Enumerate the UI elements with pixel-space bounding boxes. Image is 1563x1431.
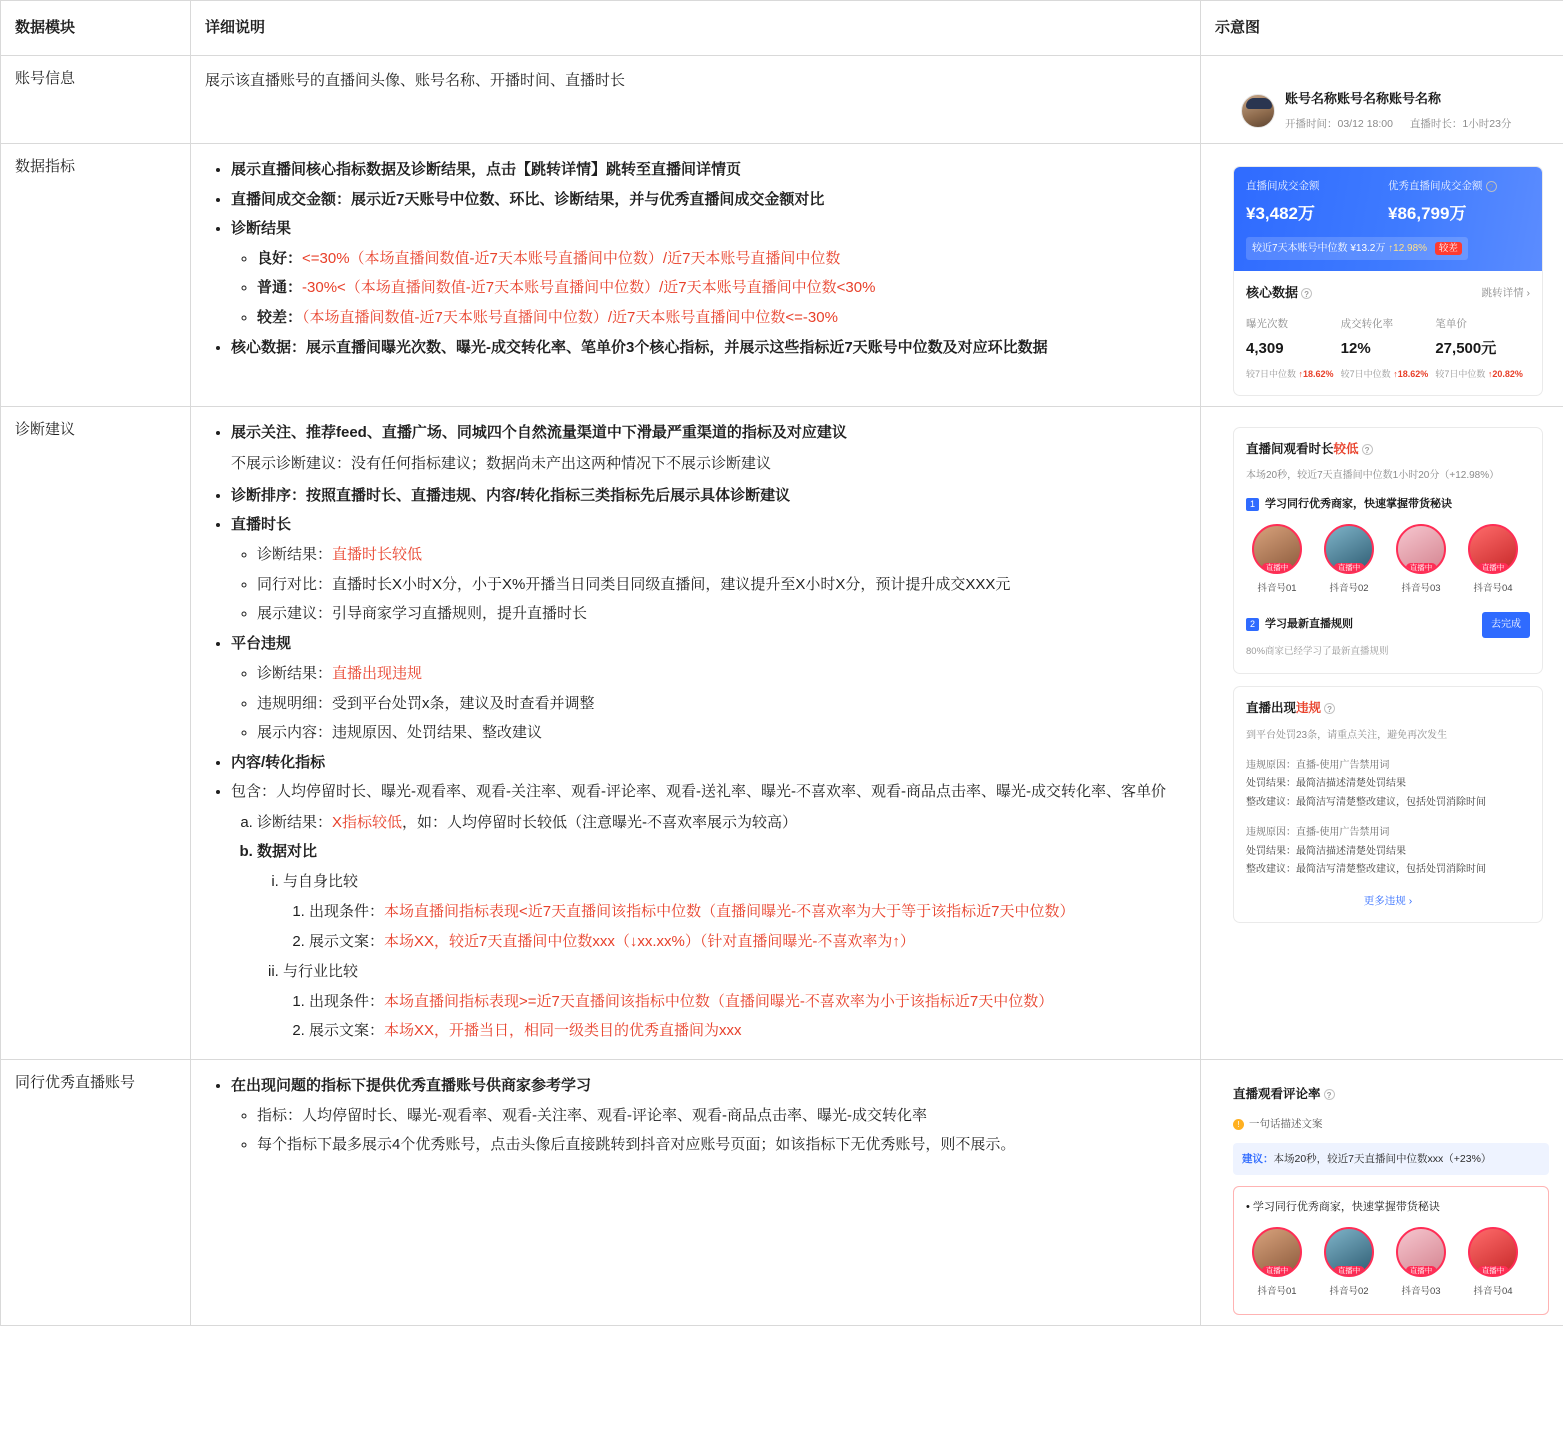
metric-delta: 较7日中位数 ↑18.62% [1340,368,1429,379]
list-item: ◦ 指标：人均停留时长、曝光-观看率、观看-关注率、观看-评论率、观看-商品点击率、曝光-成交转化率 [257,1103,1186,1129]
condition-value: 本场直播间指标表现<近7天直播间该指标中位数（直播间曝光-不喜欢率为大于等于该指标近7天中位数） [384,903,1075,921]
list-item [257,275,1186,301]
list-item[interactable] [1390,524,1452,598]
excellent-value: ¥86,799万 [1388,203,1467,223]
copy-value: 本场XX，开播当日，相同一级类目的优秀直播间为xxx [384,1022,742,1040]
condition-label: 出现条件： [309,903,385,921]
account-label: 抖音号01 [1257,1286,1297,1298]
list-item [309,989,1186,1015]
core-metric-cell [1341,315,1436,382]
avatar[interactable] [1468,1227,1518,1277]
live-badge: 直播中 [1334,1266,1365,1276]
violation-card [1233,686,1543,923]
list-item: i. 与自身比较 [283,869,1186,895]
list-item[interactable] [1318,524,1380,598]
copy-label: 展示文案： [309,932,385,950]
live-badge: 直播中 [1262,1266,1293,1276]
list-item: ◦ 每个指标下最多展示4个优秀账号，点击头像后直接跳转到抖音对应账号页面；如该指标下无优秀账号，则不展示。 [257,1132,1186,1158]
module-name-diagnosis: 诊断建议 [1,407,191,1059]
violation-item [1246,757,1530,813]
condition-label: 出现条件： [309,993,385,1010]
table-header-row [1,1,1563,56]
list-item: ◦ 展示内容：违规原因、处罚结果、整改建议 [257,720,1186,746]
advice-2-sub: 80%商家已经学习了最新直播规则 [1246,645,1389,657]
more-violations-link[interactable]: 更多违规 › [1363,894,1413,907]
normal-text: -30%<（本场直播间数值-近7天本账号直播间中位数）/近7天本账号直播间中位数<30% [302,279,876,297]
table-row [1,144,1563,407]
good-text: <=30%（本场直播间数值-近7天本账号直播间中位数）/近7天本账号直播间中位数 [302,250,841,268]
step-badge-icon: 2 [1246,618,1259,631]
excellent-account-list [1246,1227,1536,1301]
excellent-account-list [1246,524,1530,598]
compare-delta: ↑12.98% [1388,242,1428,254]
avatar[interactable] [1252,1227,1302,1277]
bad-label: 较差： [257,308,303,326]
list-item [257,810,1186,836]
list-item[interactable] [1462,1227,1524,1301]
step-badge-icon: 1 [1246,498,1259,511]
list-item [257,542,1186,568]
diagnosis-card [1233,427,1543,674]
list-item: • 展示直播间核心指标数据及诊断结果，点击【跳转详情】跳转至直播间详情页 [231,157,1186,183]
list-item[interactable] [1246,524,1308,598]
violation-card-title: 直播出现违规 ? [1246,698,1530,720]
live-badge: 直播中 [1406,1266,1437,1276]
tip-label: 建议： [1242,1152,1274,1165]
violation-result: 处罚结果：最简洁描述清楚处罚结果 [1246,845,1406,857]
table-row [1,1059,1563,1326]
list-item[interactable] [1318,1227,1380,1301]
complete-button[interactable]: 去完成 [1482,612,1530,638]
metric-key: 曝光次数 [1246,317,1288,330]
account-label: 抖音号01 [1257,583,1297,595]
mock-peer-cell [1201,1059,1563,1326]
live-badge: 直播中 [1334,563,1365,573]
metric-value: 4,309 [1246,340,1284,358]
list-item [257,246,1186,272]
violation-reason: 违规原因：直播-使用广告禁用词 [1246,827,1390,838]
diagnosis-result-value: 直播出现违规 [332,665,423,683]
metric-value: 27,500元 [1435,340,1497,358]
account-name: 账号名称账号名称账号名称 [1285,91,1442,107]
advice-2-text: 学习最新直播规则 [1265,618,1353,631]
account-meta [1285,115,1525,133]
desc-text: 展示该直播账号的直播间头像、账号名称、开播时间、直播时长 [205,72,626,90]
core-metric-cell [1435,315,1530,382]
violation-reason: 违规原因：直播-使用广告禁用词 [1246,759,1390,771]
desc-peer-accounts [191,1059,1201,1326]
header-module: 数据模块 [1,1,191,56]
comment-note: ! 一句话描述文案 [1233,1115,1549,1133]
copy-value: 本场XX，较近7天直播间中位数xxx（↓xx.xx%）（针对直播间曝光-不喜欢率为↑） [384,932,915,950]
avatar[interactable] [1468,524,1518,574]
list-item-label: 直播间成交金额：展示近7天账号中位数、环比、诊断结果，并与优秀直播间成交金额对比 [231,190,825,208]
metric-key: 成交转化率 [1340,317,1394,330]
list-item: ◦ 违规明细：受到平台处罚x条，建议及时查看并调整 [257,691,1186,717]
jump-detail-link[interactable]: 跳转详情 › [1481,287,1530,300]
account-label: 抖音号03 [1401,1286,1441,1298]
diagnosis-result-value: 直播时长较低 [332,546,423,564]
result-label: 诊断结果： [257,813,333,831]
copy-label: 展示文案： [309,1022,385,1040]
bad-text: （本场直播间数值-近7天本账号直播间中位数）/近7天本账号直播间中位数<=-30% [302,308,838,326]
account-card [1241,88,1549,133]
live-badge: 直播中 [1406,563,1437,573]
gmv-block [1246,177,1388,228]
comment-rate-title: 直播观看评论率 ? [1233,1084,1549,1106]
box-title: • 学习同行优秀商家，快速掌握带货秘诀 [1246,1201,1440,1214]
avatar[interactable] [1396,524,1446,574]
table-row [1,407,1563,1059]
list-item-label: 核心数据：展示直播间曝光次数、曝光-成交转化率、笔单价3个核心指标，并展示这些指标近7天账号中位数及对应环比数据 [231,338,1048,356]
list-item [309,1018,1186,1044]
list-item [309,899,1186,925]
avatar[interactable] [1396,1227,1446,1277]
no-diagnosis-note: 不展示诊断建议：没有任何指标建议；数据尚未产出这两种情况下不展示诊断建议 [231,454,772,472]
core-data-title: 核心数据 ? [1246,282,1312,305]
list-item: • 内容/转化指标 [231,750,1186,776]
metric-delta: 较7日中位数 ↑20.82% [1435,368,1523,379]
diagnosis-result-label: 诊断结果： [257,665,333,683]
metric-delta: 较7日中位数 ↑18.62% [1246,368,1334,379]
module-name-account: 账号信息 [1,56,191,144]
list-item[interactable] [1390,1227,1452,1301]
violation-result: 处罚结果：最简洁描述清楚处罚结果 [1246,778,1406,789]
avatar [1241,94,1275,128]
list-item: • 诊断排序：按照直播时长、直播违规、内容/转化指标三类指标先后展示具体诊断建议 [231,483,1186,509]
list-item: • 平台违规 [231,631,1186,657]
list-item [309,929,1186,955]
desc-diagnosis [191,407,1201,1059]
list-item: ii. 与行业比较 [283,959,1186,985]
metric-value: 12% [1340,340,1371,358]
list-item: • 诊断结果 [231,216,1186,242]
mock-diagnosis-cell [1201,407,1563,1059]
list-item: ◦ 展示建议：引导商家学习直播规则，提升直播时长 [257,601,1186,627]
avatar[interactable] [1324,1227,1374,1277]
live-badge: 直播中 [1478,1266,1509,1276]
violation-sub: 到平台处罚23条，请重点关注，避免再次发生 [1246,730,1448,741]
avatar[interactable] [1252,524,1302,574]
list-item [231,187,1186,213]
account-label: 抖音号02 [1329,1286,1369,1298]
normal-label: 普通： [257,279,303,297]
list-item[interactable] [1462,524,1524,598]
gmv-value: ¥3,482万 [1246,203,1315,223]
good-label: 良好： [257,250,303,268]
violation-item [1246,824,1530,880]
excellent-block [1388,177,1530,228]
desc-account [191,56,1201,144]
help-icon[interactable]: ? [1362,444,1373,455]
header-description: 详细说明 [191,1,1201,56]
header-mockup: 示意图 [1201,1,1563,56]
compare-text: 较近7天本账号中位数 ¥13.2万 [1252,242,1386,254]
advice-1-text: 学习同行优秀商家，快速掌握带货秘诀 [1265,498,1452,511]
help-icon[interactable]: ? [1301,288,1312,299]
help-icon[interactable]: ? [1324,1089,1335,1100]
list-item: b. 数据对比 [257,839,1186,865]
list-item: • 在出现问题的指标下提供优秀直播账号供商家参考学习 [231,1073,1186,1099]
module-name-metrics: 数据指标 [1,144,191,407]
account-label: 抖音号04 [1473,583,1513,595]
warning-icon: ! [1233,1119,1244,1130]
help-icon[interactable]: ? [1324,703,1335,714]
comment-rate-card [1233,1084,1549,1316]
metric-key: 笔单价 [1435,317,1467,330]
list-item[interactable] [1246,1227,1308,1301]
desc-metrics [191,144,1201,407]
account-label: 抖音号04 [1473,1286,1513,1298]
list-item: ◦ 同行对比：直播时长X小时X分，小于X%开播当日同类目同级直播间，建议提升至X小时X分，预计提升成交XXX元 [257,572,1186,598]
result-rest: ，如：人均停留时长较低（注意曝光-不喜欢率展示为较高） [402,813,798,831]
list-item [257,305,1186,331]
status-badge: 较差 [1435,242,1462,255]
list-item: • 直播时长 [231,512,1186,538]
account-label: 抖音号03 [1401,583,1441,595]
start-time: 开播时间：03/12 18:00 [1285,118,1393,130]
account-label: 抖音号02 [1329,583,1369,595]
live-badge: 直播中 [1478,563,1509,573]
diagnosis-card-title: 直播间观看时长较低 ? [1246,439,1530,461]
tip-text: 本场20秒，较近7天直播间中位数xxx（+23%） [1273,1152,1492,1165]
core-metric-cell [1246,315,1341,382]
mock-account-cell [1201,56,1563,144]
module-name-peer-accounts: 同行优秀直播账号 [1,1059,191,1326]
result-value: X指标较低 [332,813,403,831]
condition-value: 本场直播间指标表现>=近7天直播间该指标中位数（直播间曝光-不喜欢率为小于该指标近7天中位数） [384,993,1054,1010]
list-item [231,335,1186,361]
excellent-label: 优秀直播间成交金额 ? [1388,177,1530,195]
mock-metrics-cell [1201,144,1563,407]
suggestion-tip [1233,1143,1549,1175]
excellent-accounts-box [1233,1186,1549,1315]
list-item [257,661,1186,687]
diagnosis-result-label: 诊断结果： [257,546,333,564]
metric-card-header [1234,167,1542,271]
diagnosis-card-desc: 本场20秒，较近7天直播间中位数1小时20分（+12.98%） [1246,470,1500,482]
violation-advice: 整改建议：最简洁写清楚整改建议，包括处罚消除时间 [1246,796,1486,808]
gmv-label: 直播间成交金额 [1246,180,1320,193]
list-item: • 包含：人均停留时长、曝光-观看率、观看-关注率、观看-评论率、观看-送礼率、曝光-不喜欢率、观看-商品点击率、曝光-成交转化率、客单价 [231,779,1186,805]
table-row [1,56,1563,144]
list-item: • 展示关注、推荐feed、直播广场、同城四个自然流量渠道中下滑最严重渠道的指标及对应建议 [231,420,1186,446]
violation-advice: 整改建议：最简洁写清楚整改建议，包括处罚消除时间 [1246,864,1486,875]
gmv-compare [1246,237,1468,261]
help-icon[interactable]: ? [1486,181,1497,192]
live-badge: 直播中 [1262,563,1293,573]
metric-card [1233,166,1543,396]
avatar[interactable] [1324,524,1374,574]
duration: 直播时长：1小时23分 [1409,118,1512,130]
